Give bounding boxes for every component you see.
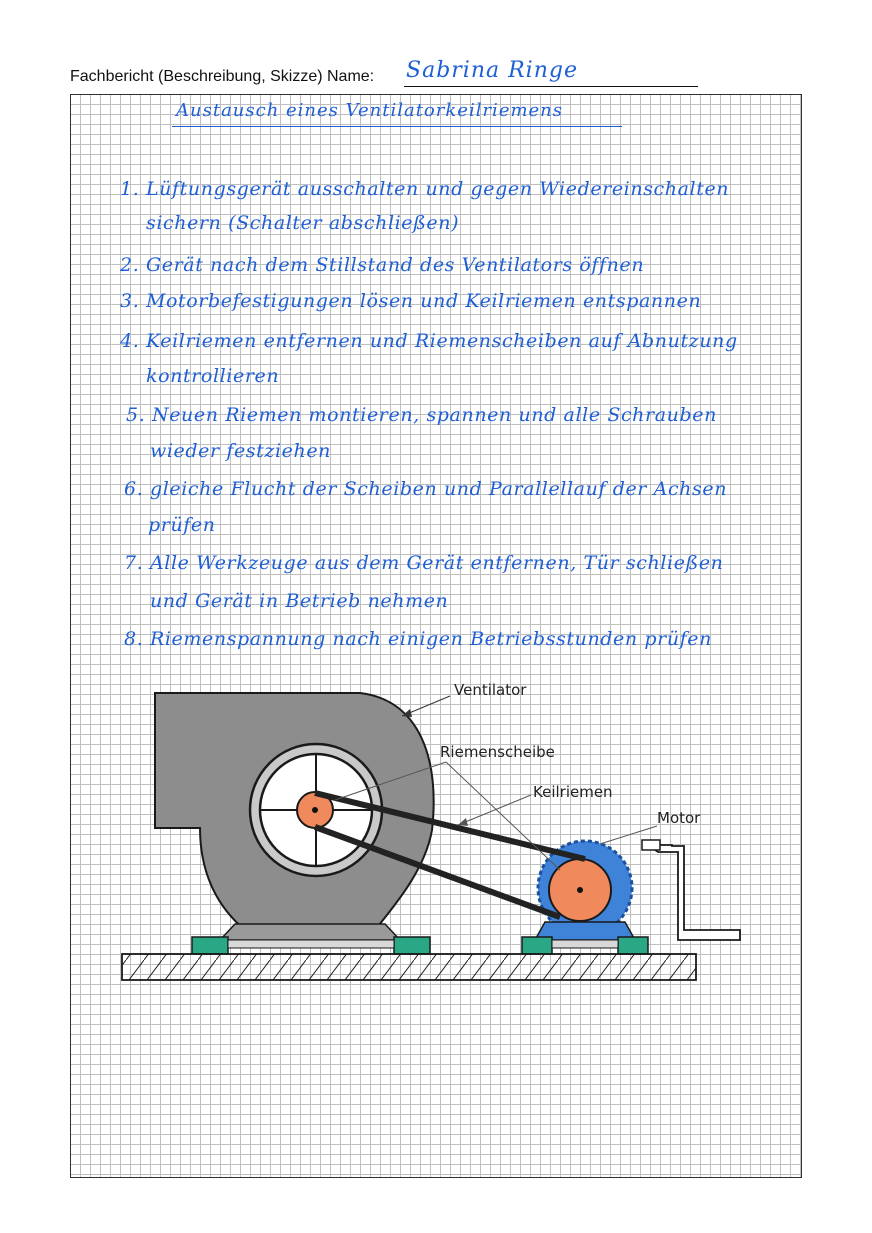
label-motor: Motor bbox=[657, 809, 701, 827]
page-title: Austausch eines Ventilatorkeilriemens bbox=[176, 100, 564, 121]
step-5-line-2: wieder festziehen bbox=[150, 440, 332, 462]
motor-foot-right bbox=[618, 937, 648, 954]
step-7-line-2: und Gerät in Betrieb nehmen bbox=[150, 590, 449, 612]
label-riemenscheibe: Riemenscheibe bbox=[440, 743, 555, 761]
step-5-line-1: 5. Neuen Riemen montieren, spannen und alle Schrauben bbox=[126, 404, 717, 426]
step-6-line-1: 6. gleiche Flucht der Scheiben und Parallellauf der Achsen bbox=[124, 478, 728, 500]
fan-foot-left bbox=[192, 937, 228, 954]
step-3: 3. Motorbefestigungen lösen und Keilriemen entspannen bbox=[120, 290, 702, 312]
fan-base bbox=[220, 924, 400, 940]
step-4-line-1: 4. Keilriemen entfernen und Riemenscheiben auf Abnutzung bbox=[120, 330, 738, 352]
author-name: Sabrina Ringe bbox=[406, 58, 578, 83]
motor-cable bbox=[648, 845, 740, 940]
floor-slab bbox=[122, 954, 696, 980]
step-6-line-2: prüfen bbox=[148, 514, 216, 536]
fan-foot-right bbox=[394, 937, 430, 954]
label-keilriemen: Keilriemen bbox=[533, 783, 613, 801]
step-1-line-2: sichern (Schalter abschließen) bbox=[146, 212, 460, 234]
step-2: 2. Gerät nach dem Stillstand des Ventilators öffnen bbox=[120, 254, 645, 276]
step-8: 8. Riemenspannung nach einigen Betriebsstunden prüfen bbox=[124, 628, 712, 650]
step-1-line-1: 1. Lüftungsgerät ausschalten und gegen Wiedereinschalten bbox=[120, 178, 730, 200]
motor-foot-left bbox=[522, 937, 552, 954]
label-ventilator: Ventilator bbox=[454, 681, 527, 699]
step-4-line-2: kontrollieren bbox=[146, 365, 280, 387]
header-label: Fachbericht (Beschreibung, Skizze) Name: bbox=[70, 68, 375, 85]
step-7-line-1: 7. Alle Werkzeuge aus dem Gerät entfernen, Tür schließen bbox=[124, 552, 724, 574]
